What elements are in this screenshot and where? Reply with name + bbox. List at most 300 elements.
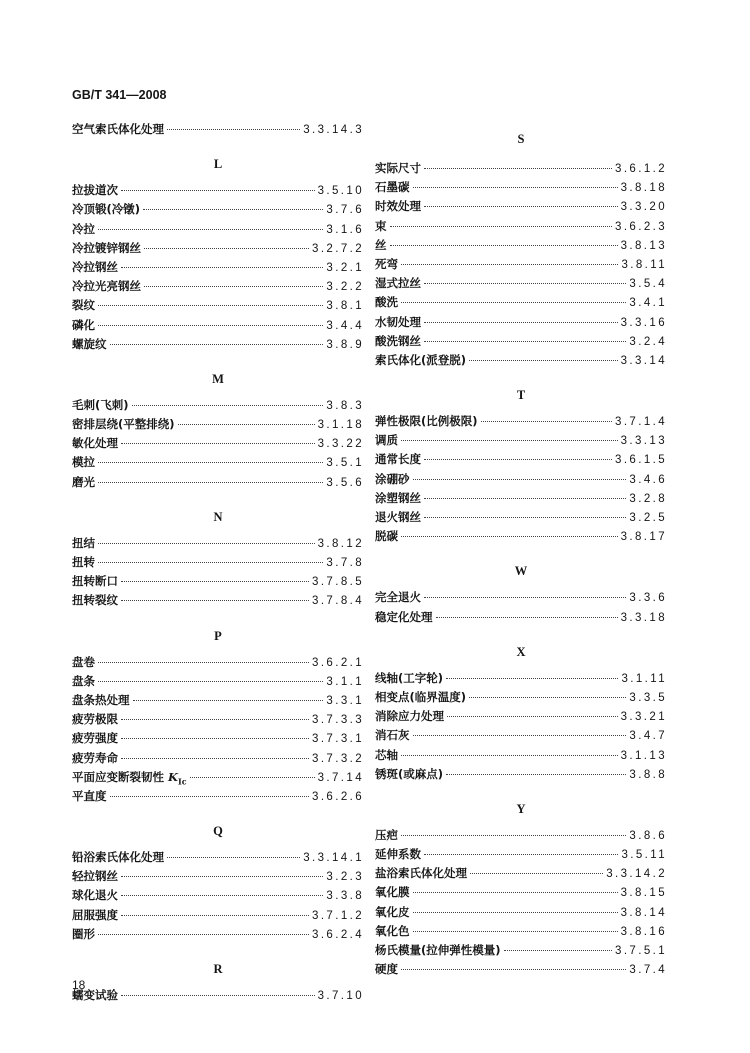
clause-reference: 3.5.10 [317, 185, 364, 198]
index-entry [72, 749, 364, 768]
dot-leader [390, 245, 618, 246]
clause-reference: 3.7.1.4 [615, 416, 667, 429]
index-term-text: 扭转断口 [72, 574, 118, 589]
clause-reference: 3.2.8 [629, 492, 667, 505]
index-term [375, 669, 443, 688]
index-entry [72, 453, 364, 472]
index-term [375, 508, 421, 527]
index-term-text: 死弯 [375, 256, 398, 271]
dot-leader [413, 735, 627, 736]
index-term [72, 200, 140, 219]
dot-leader [167, 129, 300, 130]
index-term [375, 159, 421, 178]
dot-leader [121, 267, 323, 268]
index-term [72, 710, 118, 729]
clause-reference: 3.2.2 [326, 281, 364, 294]
index-entry [72, 848, 364, 867]
index-entry [72, 396, 364, 415]
clause-reference: 3.7.8.4 [312, 595, 364, 608]
index-term [375, 845, 421, 864]
clause-reference: 3.7.1.2 [312, 909, 364, 922]
index-entry [72, 239, 364, 258]
page-number: 18 [72, 978, 86, 992]
clause-reference: 3.8.16 [620, 925, 667, 938]
dot-leader [424, 498, 626, 499]
index-term-text: 轻拉钢丝 [72, 869, 118, 884]
clause-reference: 3.2.3 [326, 871, 364, 884]
dot-leader [121, 895, 323, 896]
index-term-text: 氧化皮 [375, 904, 410, 919]
index-entry [375, 332, 667, 351]
clause-reference: 3.8.14 [620, 906, 667, 919]
index-term-text: 扭转裂纹 [72, 593, 118, 608]
index-entry [375, 960, 667, 979]
dot-leader [469, 360, 618, 361]
index-term [72, 729, 118, 748]
dot-leader [424, 206, 618, 207]
index-term [72, 335, 107, 354]
dot-leader [98, 482, 323, 483]
index-term [72, 906, 118, 925]
dot-leader [424, 854, 618, 855]
clause-reference: 3.4.1 [629, 297, 667, 310]
index-term-text: 索氏体化(派登脱) [375, 352, 467, 367]
section-letter: T [516, 388, 526, 403]
index-term-text: 盘卷 [72, 654, 95, 669]
index-term-text: 酸洗 [375, 295, 398, 310]
clause-reference: 3.8.11 [621, 258, 667, 271]
index-term-text: 涂硼砂 [375, 471, 410, 486]
dot-leader [110, 796, 310, 797]
index-term [72, 886, 118, 905]
dot-leader [424, 168, 612, 169]
dot-leader [121, 719, 309, 720]
index-term [72, 239, 141, 258]
index-term-text: 疲劳强度 [72, 731, 118, 746]
index-term-text: 疲劳极限 [72, 712, 118, 727]
index-entry [72, 672, 364, 691]
index-term [72, 277, 141, 296]
clause-reference: 3.6.2.1 [312, 656, 364, 669]
index-entry [375, 669, 667, 688]
index-term-text: 通常长度 [375, 452, 421, 467]
index-entry [375, 412, 667, 431]
index-term [72, 925, 95, 944]
index-entry [72, 534, 364, 553]
index-term [375, 412, 478, 431]
index-entry [72, 316, 364, 335]
dot-leader [98, 229, 323, 230]
section-letter: L [213, 157, 223, 172]
dot-leader [98, 325, 323, 326]
clause-reference: 3.7.8 [326, 557, 364, 569]
clause-reference: 3.3.14.3 [303, 124, 364, 136]
index-term-text: 冷拉钢丝 [72, 259, 118, 274]
dot-leader [413, 931, 618, 932]
index-entry [72, 434, 364, 453]
dot-leader [144, 248, 309, 249]
dot-leader [98, 934, 309, 935]
dot-leader [401, 755, 618, 756]
index-term [72, 258, 118, 277]
index-entry [375, 236, 667, 255]
index-term [375, 293, 398, 312]
dot-leader [98, 662, 309, 663]
section-letter: P [214, 628, 222, 643]
index-entry [72, 591, 364, 610]
dot-leader [143, 209, 323, 210]
index-term-text: 裂纹 [72, 298, 95, 313]
index-entry [375, 255, 667, 274]
index-term [375, 922, 410, 941]
index-column-right [375, 120, 667, 979]
index-term-text: 平面应变断裂韧性 [72, 769, 164, 784]
index-entry [375, 826, 667, 845]
index-term-text: 石墨碳 [375, 180, 410, 195]
index-term [375, 707, 444, 726]
index-term [72, 415, 175, 434]
dot-leader [424, 322, 618, 323]
clause-reference: 3.8.9 [326, 338, 364, 351]
section-letter: W [514, 564, 528, 579]
index-term-text: 毛刺(飞刺) [72, 397, 129, 412]
clause-reference: 3.2.7.2 [312, 242, 364, 255]
index-entry [375, 922, 667, 941]
index-term-text: 涂塑钢丝 [375, 490, 421, 505]
index-entry [72, 986, 364, 1005]
clause-reference: 3.7.3.2 [312, 752, 364, 765]
dot-leader [401, 536, 618, 537]
index-term-text: 时效处理 [375, 199, 421, 214]
index-term-text: 酸洗钢丝 [375, 333, 421, 348]
index-entry [72, 572, 364, 591]
section-letter: Y [516, 801, 526, 816]
index-term-text: 弹性极限(比例极限) [375, 414, 478, 429]
index-term [72, 653, 95, 672]
index-term-text: 模拉 [72, 455, 95, 470]
section-letter: X [516, 644, 526, 659]
dot-leader [190, 777, 315, 778]
clause-reference: 3.2.1 [326, 261, 364, 274]
index-term-text: 磷化 [72, 317, 95, 332]
index-term [375, 217, 387, 236]
dot-leader [98, 681, 323, 682]
index-term-text: 平直度 [72, 788, 107, 803]
index-term [375, 274, 421, 293]
index-entry [72, 906, 364, 925]
clause-reference: 3.1.13 [620, 749, 667, 762]
index-entry [72, 710, 364, 729]
index-term [72, 553, 95, 572]
index-entry [375, 845, 667, 864]
index-term [375, 746, 398, 765]
index-entry [375, 726, 667, 745]
index-term-text: 芯轴 [375, 747, 398, 762]
clause-reference: 3.8.1 [326, 300, 364, 313]
dot-leader [413, 479, 627, 480]
index-entry [72, 768, 364, 787]
index-term-text: 拉拔道次 [72, 183, 118, 198]
index-entry [375, 508, 667, 527]
index-entry [375, 765, 667, 784]
index-term-text: 球化退火 [72, 888, 118, 903]
clause-reference: 3.2.4 [629, 335, 667, 348]
index-entry [72, 886, 364, 905]
dot-leader [121, 581, 309, 582]
clause-reference: 3.8.12 [317, 537, 364, 550]
clause-reference: 3.6.2.6 [312, 790, 364, 803]
index-term [375, 903, 410, 922]
index-term-text: 水韧处理 [375, 314, 421, 329]
index-entry [72, 691, 364, 710]
index-entry [375, 313, 667, 332]
clause-reference: 3.3.5 [629, 691, 667, 704]
index-term-text: 锈斑(或麻点) [375, 766, 444, 781]
index-term-text: 疲劳寿命 [72, 750, 118, 765]
index-term [375, 883, 410, 902]
clause-reference: 3.3.13 [620, 435, 667, 448]
index-term [72, 434, 118, 453]
dot-leader [436, 617, 618, 618]
index-term-text: 蠕变试验 [72, 988, 118, 1002]
clause-reference: 3.6.2.4 [312, 928, 364, 941]
index-entry [375, 688, 667, 707]
standard-code: GB/T 341—2008 [72, 88, 167, 102]
index-term [375, 864, 467, 883]
index-term [72, 691, 130, 710]
dot-leader [98, 462, 323, 463]
index-entry [72, 335, 364, 354]
dot-leader [413, 912, 618, 913]
dot-leader [121, 995, 315, 996]
clause-reference: 3.1.6 [326, 223, 364, 236]
section-letter: Q [213, 824, 223, 839]
index-term [72, 296, 95, 315]
index-term [375, 470, 410, 489]
clause-reference: 3.8.8 [629, 768, 667, 781]
index-term-text: 延伸系数 [375, 847, 421, 862]
index-term [72, 848, 164, 867]
index-entry [375, 197, 667, 216]
index-entry [375, 293, 667, 312]
dot-leader [481, 421, 613, 422]
dot-leader [121, 190, 315, 191]
index-term-text: 敏化处理 [72, 436, 118, 451]
index-term-text: 铅浴索氏体化处理 [72, 850, 164, 865]
index-term [375, 588, 421, 607]
index-term-text: 线轴(工字轮) [375, 670, 444, 685]
clause-reference: 3.3.18 [620, 611, 667, 624]
dot-leader [446, 774, 626, 775]
index-term-text: 退火钢丝 [375, 510, 421, 524]
index-term-text: 丝 [375, 237, 387, 252]
index-entry [375, 864, 667, 883]
dot-leader [469, 697, 626, 698]
clause-reference: 3.2.5 [629, 512, 667, 524]
index-term-text: 扭转 [72, 555, 95, 569]
clause-reference: 3.3.1 [326, 694, 364, 707]
index-term-text: 消石灰 [375, 728, 410, 743]
index-term [375, 332, 421, 351]
index-term [375, 960, 398, 979]
dot-leader [121, 915, 309, 916]
index-term [375, 197, 421, 216]
index-term-text: 束 [375, 218, 387, 233]
clause-reference: 3.7.3.1 [312, 733, 364, 746]
dot-leader [121, 600, 309, 601]
index-term-text: 实际尺寸 [375, 161, 421, 175]
dot-leader [133, 700, 324, 701]
index-term [72, 120, 164, 139]
index-term [375, 450, 421, 469]
index-term [375, 489, 421, 508]
section-letter: M [212, 371, 224, 386]
index-term-text: 脱碳 [375, 529, 398, 544]
index-term [375, 941, 501, 960]
section-letter: S [517, 132, 525, 146]
index-entry [375, 159, 667, 178]
clause-reference: 3.8.17 [620, 531, 667, 544]
index-term [375, 178, 410, 197]
index-term [72, 181, 118, 200]
dot-leader [167, 857, 300, 858]
clause-reference: 3.3.16 [620, 316, 667, 329]
dot-leader [121, 876, 323, 877]
dot-leader [413, 892, 618, 893]
index-term-text: 湿式拉丝 [375, 276, 421, 291]
index-term-text: 盐浴索氏体化处理 [375, 866, 467, 881]
dot-leader [98, 543, 315, 544]
term-symbol-letter: K [168, 769, 179, 784]
index-entry [72, 220, 364, 239]
index-entry [72, 277, 364, 296]
index-entry [375, 274, 667, 293]
dot-leader [424, 517, 626, 518]
index-term [375, 255, 398, 274]
clause-reference: 3.3.20 [620, 201, 667, 214]
index-entry [375, 588, 667, 607]
clause-reference: 3.1.1 [326, 675, 364, 688]
dot-leader [401, 440, 618, 441]
index-entry [375, 903, 667, 922]
clause-reference: 3.5.1 [326, 457, 364, 470]
index-term-text: 盘条 [72, 673, 95, 688]
index-term-text: 冷拉镀锌钢丝 [72, 240, 141, 255]
index-entry [72, 296, 364, 315]
index-entry [72, 553, 364, 572]
index-term-text: 螺旋纹 [72, 336, 107, 351]
dot-leader [390, 226, 613, 227]
index-entry [72, 200, 364, 219]
index-term [72, 591, 118, 610]
index-entry [375, 608, 667, 627]
dot-leader [144, 286, 323, 287]
dot-leader [424, 597, 626, 598]
clause-reference: 3.4.6 [629, 473, 667, 486]
clause-reference: 3.3.8 [326, 890, 364, 903]
index-term-text: 冷拉 [72, 221, 95, 236]
clause-reference: 3.3.14.1 [303, 852, 364, 865]
index-entry [375, 489, 667, 508]
index-term [375, 313, 421, 332]
clause-reference: 3.8.18 [620, 182, 667, 195]
index-term-text: 圈形 [72, 926, 95, 941]
clause-reference: 3.5.6 [326, 476, 364, 489]
dot-leader [401, 969, 626, 970]
clause-reference: 3.7.4 [629, 964, 667, 977]
index-entry [72, 258, 364, 277]
index-term [375, 351, 466, 370]
index-term-text: 消除应力处理 [375, 709, 444, 724]
index-term [72, 220, 95, 239]
clause-reference: 3.7.5.1 [615, 945, 667, 957]
index-entry [72, 653, 364, 672]
term-symbol-subscript: Ic [178, 775, 187, 786]
clause-reference: 3.7.10 [317, 990, 364, 1002]
clause-reference: 3.8.6 [629, 829, 667, 842]
index-term [375, 431, 398, 450]
index-term-text: 扭结 [72, 535, 95, 550]
section-letter: N [213, 509, 223, 524]
dot-leader [424, 459, 612, 460]
index-term-text: 相变点(临界温度) [375, 689, 467, 704]
dot-leader [401, 264, 618, 265]
index-entry [375, 431, 667, 450]
clause-reference: 3.5.4 [629, 278, 667, 291]
term-symbol [164, 770, 187, 784]
index-term [375, 688, 466, 707]
index-term [72, 572, 118, 591]
dot-leader [424, 283, 626, 284]
index-term-text: 氧化膜 [375, 885, 410, 900]
clause-reference: 3.3.14.2 [606, 868, 667, 881]
clause-reference: 3.5.11 [621, 849, 667, 862]
clause-reference: 3.6.1.2 [615, 163, 667, 175]
dot-leader [413, 187, 618, 188]
dot-leader [401, 835, 626, 836]
index-term-text: 冷顶锻(冷镦) [72, 202, 141, 217]
index-entry [72, 867, 364, 886]
index-term-text: 压疤 [375, 827, 398, 842]
dot-leader [401, 302, 626, 303]
index-entry [375, 178, 667, 197]
index-term-text: 杨氏模量(拉伸弹性模量) [375, 943, 501, 957]
clause-reference: 3.4.7 [629, 730, 667, 743]
clause-reference: 3.8.13 [620, 239, 667, 252]
index-entry [375, 527, 667, 546]
clause-reference: 3.8.3 [326, 399, 364, 412]
index-term [375, 726, 410, 745]
index-entry [375, 470, 667, 489]
index-entry [375, 217, 667, 236]
section-letter: R [213, 962, 223, 976]
index-entry [375, 941, 667, 960]
index-term-text: 磨光 [72, 474, 95, 489]
clause-reference: 3.8.15 [620, 887, 667, 900]
index-term-text: 冷拉光亮钢丝 [72, 279, 141, 294]
index-entry [72, 473, 364, 492]
clause-reference: 3.3.6 [629, 592, 667, 605]
index-term-text: 空气索氏体化处理 [72, 122, 164, 136]
dot-leader [110, 344, 324, 345]
index-term [72, 672, 95, 691]
index-entry [375, 707, 667, 726]
clause-reference: 3.7.6 [326, 204, 364, 217]
index-term [375, 527, 398, 546]
index-entry [375, 450, 667, 469]
index-entry [72, 729, 364, 748]
index-entry [375, 351, 667, 370]
